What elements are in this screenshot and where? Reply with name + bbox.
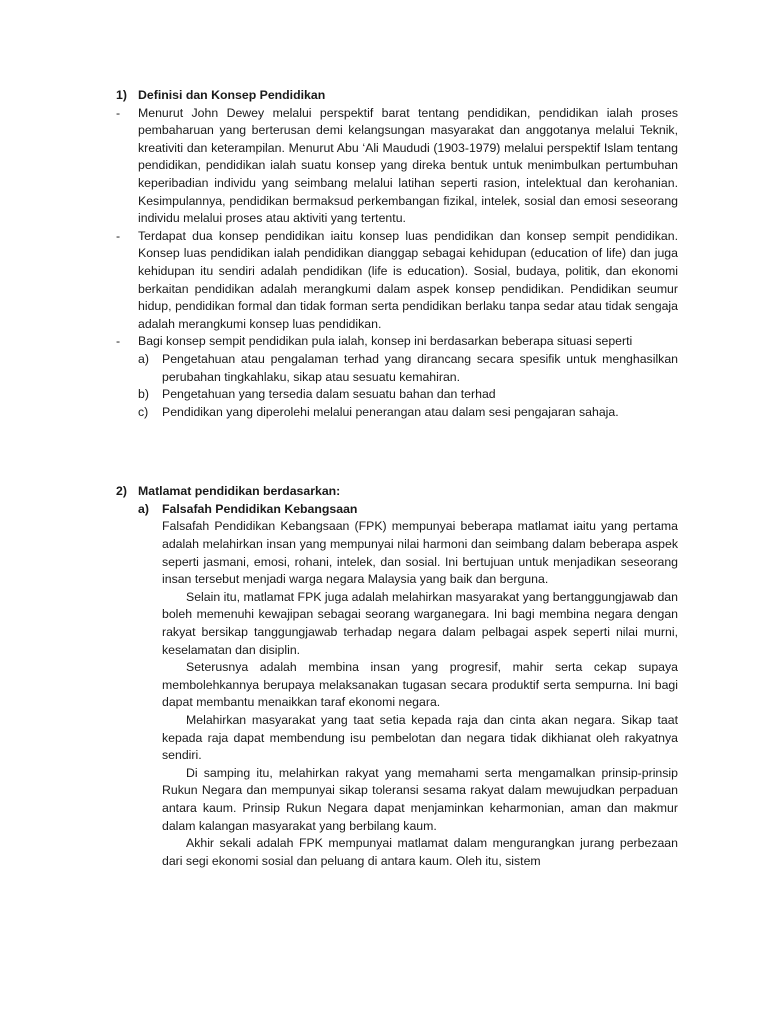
bullet-item [116,105,678,228]
sub-list-item [138,404,678,422]
paragraph: Akhir sekali adalah FPK mempunyai matlamat dalam mengurangkan jurang perbezaan dari segi ekonomi sosial dan peluang di antara kaum. Oleh itu, sistem [162,836,678,868]
paragraph: Seterusnya adalah membina insan yang progresif, mahir serta cekap supaya membolehkannya berupaya melaksanakan tugasan secara produktif serta sempurna. Ini bagi dapat membantu menaikkan taraf ekonomi negara. [162,660,678,710]
bullet-item [116,228,678,334]
sub-list-item [138,386,678,404]
sub-list-item [138,351,678,386]
paragraph: Falsafah Pendidikan Kebangsaan (FPK) mempunyai beberapa matlamat iaitu yang pertama adalah melahirkan insan yang mempunyai nilai harmoni dan seimbang dalam beberapa aspek seperti jasmani, emosi, rohani, intelek, dan sosial. Ini bertujuan untuk menjadikan seseorang insan tersebut menjadi warga negara Malaysia yang baik dan berguna. [162,519,678,587]
bullet-mark: - [116,334,121,349]
paragraph: Melahirkan masyarakat yang taat setia kepada raja dan cinta akan negara. Sikap taat kepada raja dapat membendung isu pembelotan dan negara tidak dikhianat oleh rakyatnya sendiri. [162,713,678,763]
subsection-title: Falsafah Pendidikan Kebangsaan [162,501,358,516]
paragraph: Selain itu, matlamat FPK juga adalah melahirkan masyarakat yang bertanggungjawab dan boleh memenuhi kewajipan sebagai seorang warganegara. Ini bagi membina negara dengan rakyat bersikap tanggungjawab terhadap negara dalam pelbagai aspek seperti nilai murni, keselamatan dan disiplin. [162,589,678,657]
sub-list-text: Pengetahuan yang tersedia dalam sesuatu bahan dan terhad [162,387,496,402]
section-2-heading [116,483,678,501]
sub-list-mark: c) [138,404,149,419]
bullet-text: Menurut John Dewey melalui perspektif barat tentang pendidikan, pendidikan ialah proses pembaharuan yang berterusan demi kelangsungan masyarakat dan anggotanya melalui Teknik, kreativiti dan keterampilan. Menurut Abu ‘Ali Maududi (1903-1979) melalui perspektif Islam tentang pendidikan, pendidikan ialah suatu konsep yang direka bentuk untuk menimbulkan pertumbuhan keperibadian individu yang seimbang melalui latihan seperti rasion, intelektual dan kerohanian. Kesimpulannya, pendidikan bermaksud perkembangan fizikal, intelek, sosial dan emosi seseorang individu melalui proses atau aktiviti yang tertentu. [138,105,678,226]
subsection-heading [138,501,678,519]
section-spacer [116,421,678,483]
paragraph: Di samping itu, melahirkan rakyat yang memahami serta mengamalkan prinsip-prinsip Rukun Negara dan mempunyai sikap toleransi sesama rakyat dalam mewujudkan perpaduan antara kaum. Prinsip Rukun Negara dapat menjaminkan keharmonian, aman dan makmur dalam kalangan masyarakat yang berbilang kaum. [162,765,678,833]
sub-list-mark: b) [138,387,149,402]
bullet-mark: - [116,105,121,120]
bullet-mark: - [116,228,121,243]
bullet-text: Terdapat dua konsep pendidikan iaitu konsep luas pendidikan dan konsep sempit pendidikan. Konsep luas pendidikan ialah pendidikan dianggap sebagai kehidupan (education of life) dan juga kehidupan itu sendiri adalah pendidikan (life is education). Sosial, budaya, politik, dan ekonomi berkaitan pendidikan adalah merangkumi dalam aspek konsep pendidikan. Pendidikan seumur hidup, pendidikan formal dan tidak forman serta pendidikan berlaku tanpa sedar atau tidak sengaja adalah merangkumi konsep luas pendidikan. [138,228,678,331]
section-number: 2) [116,484,127,499]
subsection-mark: a) [138,501,149,516]
sub-list-mark: a) [138,351,149,366]
bullet-item [116,333,678,351]
section-1-heading [116,87,678,105]
section-title: Definisi dan Konsep Pendidikan [138,88,326,102]
section-title: Matlamat pendidikan berdasarkan: [138,484,341,499]
sub-list-text: Pengetahuan atau pengalaman terhad yang dirancang secara spesifik untuk menghasilkan perubahan tingkahlaku, sikap atau sesuatu kemahiran. [162,351,678,384]
section-number: 1) [116,88,127,102]
bullet-text: Bagi konsep sempit pendidikan pula ialah, konsep ini berdasarkan beberapa situasi seperti [138,334,633,349]
sub-list-text: Pendidikan yang diperolehi melalui penerangan atau dalam sesi pengajaran sahaja. [162,404,619,419]
